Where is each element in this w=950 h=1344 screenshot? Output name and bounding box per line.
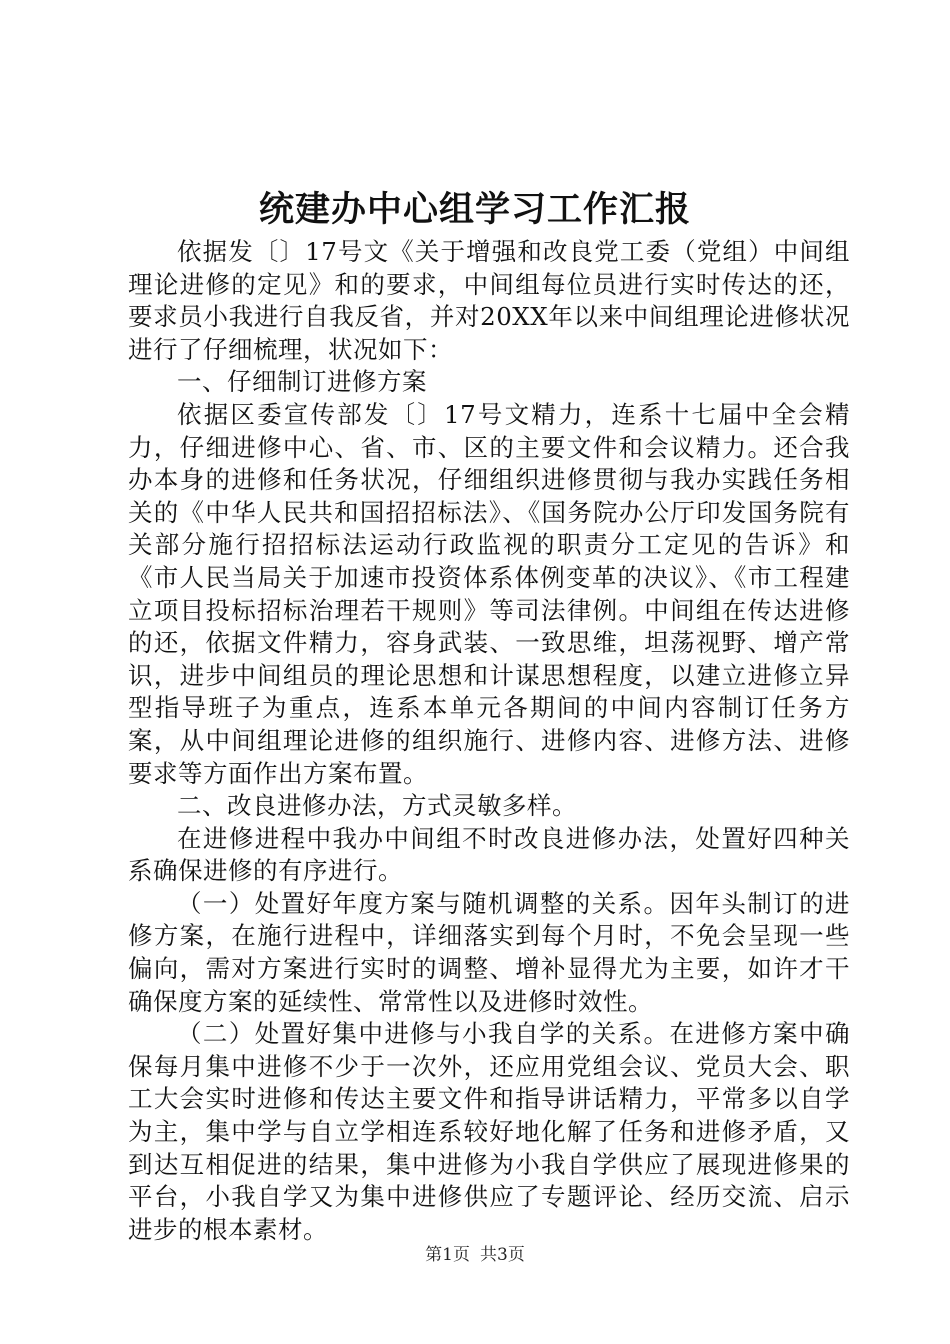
- page-total: 共3页: [480, 1245, 525, 1265]
- section-2-paragraph: 在进修进程中我办中间组不时改良进修办法，处置好四种关系确保进修的有序进行。: [128, 823, 850, 886]
- section-heading-2: 二、改良进修办法，方式灵敏多样。: [177, 791, 577, 821]
- document-title: 统建办中心组学习工作汇报: [258, 189, 691, 230]
- page-footer: [0, 1243, 950, 1267]
- page-number: 第1页: [425, 1245, 470, 1265]
- section-heading-1: 一、仔细制订进修方案: [177, 367, 427, 397]
- document-body: [128, 236, 850, 1246]
- section-1-paragraph: 依据区委宣传部发〔〕17号文精力，连系十七届中全会精力，仔细进修中心、省、市、区的主要文件和会议精力。还合我办本身的进修和任务状况，仔细组织进修贯彻与我办实践任务相关的《中华人民共和国招招标法》、《国务院办公厅印发国务院有关部分施行招招标法运动行政监视的职责分工定见的告诉》和《市人民当局关于加速市投资体系体例变革的决议》、《市工程建立项目投标招标治理若干规则》等司法律例。中间组在传达进修的还，依据文件精力，容身武装、一致思维，坦荡视野、增产常识，进步中间组员的理论思想和计谋思想程度，以建立进修立异型指导班子为重点，连系本单元各期间的中间内容制订任务方案，从中间组理论进修的组织施行、进修内容、进修方法、进修要求等方面作出方案布置。: [128, 399, 850, 788]
- intro-paragraph: 依据发〔〕17号文《关于增强和改良党工委（党组）中间组理论进修的定见》和的要求，中间组每位员进行实时传达的还，要求员小我进行自我反省，并对20XX年以来中间组理论进修状况进行了仔细梳理，状况如下：: [128, 237, 850, 364]
- subsection-1-paragraph: （一）处置好年度方案与随机调整的关系。因年头制订的进修方案，在施行进程中，详细落实到每个月时，不免会呈现一些偏向，需对方案进行实时的调整、增补显得尤为主要，如许才干确保度方案的延续性、常常性以及进修时效性。: [128, 888, 850, 1016]
- subsection-2-paragraph: （二）处置好集中进修与小我自学的关系。在进修方案中确保每月集中进修不少于一次外，还应用党组会议、党员大会、职工大会实时进修和传达主要文件和指导讲话精力，平常多以自学为主，集中学与自立学相连系较好地化解了任务和进修矛盾，又到达互相促进的结果，集中进修为小我自学供应了展现进修果的平台，小我自学又为集中进修供应了专题评论、经历交流、启示进步的根本素材。: [128, 1019, 850, 1244]
